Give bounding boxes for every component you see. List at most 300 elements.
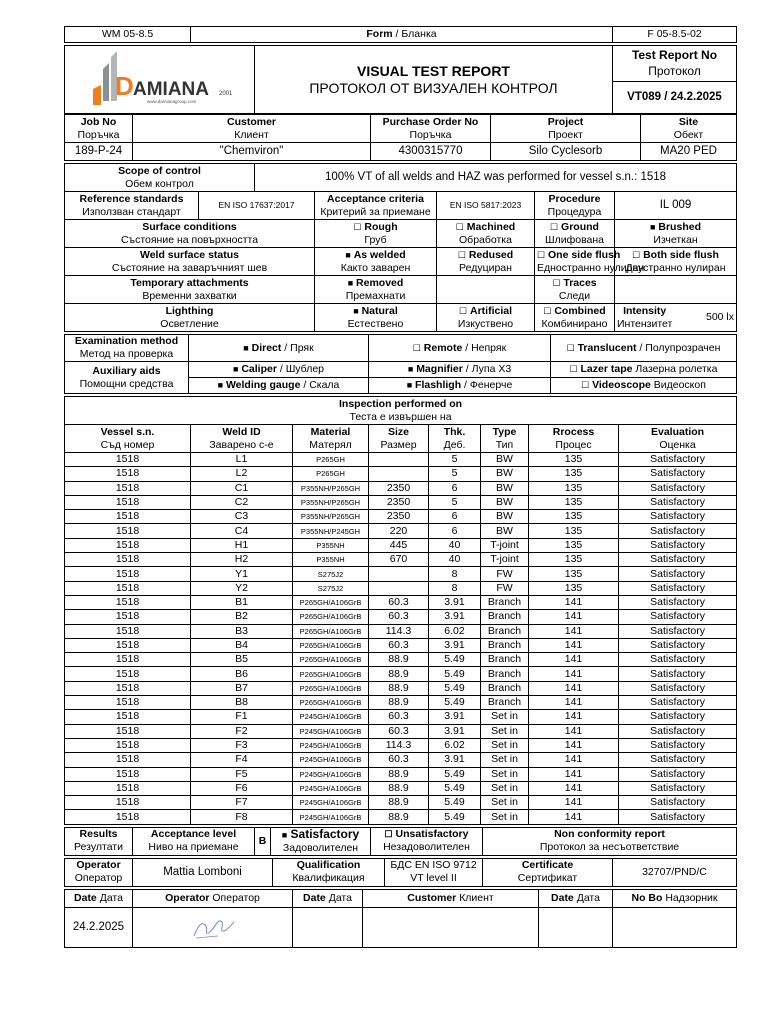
table-cell: F7: [191, 796, 293, 810]
surface-label: Surface conditions Състояние на повърхността: [65, 220, 315, 248]
table-row: [65, 781, 737, 795]
customer-label: Customer Клиент: [133, 115, 371, 143]
table-cell: Satisfactory: [619, 810, 737, 824]
doc-code-right: F 05-8.5-02: [613, 27, 737, 43]
table-cell: 5: [429, 467, 481, 481]
weld-surface-option-as-welded[interactable]: ■ As welded Както заварен: [315, 248, 437, 276]
job-no-value: 189-P-24: [65, 143, 133, 161]
table-cell: P265GH/A106GrB: [293, 595, 369, 609]
table-row: [65, 624, 737, 638]
ref-standards-value: EN ISO 17637:2017: [199, 192, 315, 220]
acceptance-level-value: B: [255, 827, 271, 855]
table-row: [65, 710, 737, 724]
table-cell: Satisfactory: [619, 581, 737, 595]
table-cell: 5.49: [429, 653, 481, 667]
ref-standards-label: Reference standards Използван стандарт: [65, 192, 199, 220]
aux-aids-label: Auxiliary aids Помощни средства: [65, 362, 189, 394]
table-cell: Branch: [481, 653, 529, 667]
table-cell: P265GH/A106GrB: [293, 681, 369, 695]
table-cell: P265GH/A106GrB: [293, 696, 369, 710]
table-cell: P355NH/P245GH: [293, 524, 369, 538]
table-row: [65, 467, 737, 481]
table-cell: S275J2: [293, 567, 369, 581]
table-cell: B8: [191, 696, 293, 710]
result-unsatisfactory[interactable]: ☐ Unsatisfactory Незадоволителен: [371, 827, 483, 855]
table-cell: L1: [191, 453, 293, 467]
table-cell: P245GH/A106GrB: [293, 710, 369, 724]
table-cell: BW: [481, 481, 529, 495]
table-row: [65, 796, 737, 810]
surface-option-machined[interactable]: ☐ Machined Обработка: [437, 220, 535, 248]
table-row: [65, 581, 737, 595]
table-cell: Satisfactory: [619, 667, 737, 681]
table-cell: 135: [529, 553, 619, 567]
svg-text:www.damianagroup.com: www.damianagroup.com: [146, 98, 196, 104]
inspection-col-header: Evaluation Оценка: [619, 425, 737, 453]
table-cell: 1518: [65, 524, 191, 538]
table-cell: [369, 567, 429, 581]
table-cell: 1518: [65, 453, 191, 467]
temp-empty-cell: [437, 276, 535, 304]
table-cell: 1518: [65, 624, 191, 638]
table-cell: 135: [529, 453, 619, 467]
table-cell: 135: [529, 481, 619, 495]
aux-option-welding-gauge[interactable]: ■ Welding gauge / Скала: [189, 378, 369, 394]
table-row: [65, 524, 737, 538]
table-cell: 88.9: [369, 696, 429, 710]
table-cell: 1518: [65, 710, 191, 724]
table-cell: P265GH/A106GrB: [293, 638, 369, 652]
table-cell: FW: [481, 581, 529, 595]
certificate-label: Certificate Сертификат: [483, 858, 613, 886]
operator-block: [64, 858, 737, 887]
table-cell: 141: [529, 667, 619, 681]
sig-empty-4: [613, 907, 737, 947]
table-cell: Satisfactory: [619, 481, 737, 495]
doc-code-left: WM 05-8.5: [65, 27, 191, 43]
report-title-en: VISUAL TEST REPORT: [357, 62, 510, 79]
exam-option-translucent[interactable]: ☐ Translucent / Полупрозрачен: [551, 335, 737, 362]
aux-option-flashlight[interactable]: ■ Flashligh / Фенерче: [369, 378, 551, 394]
inspection-col-header: Type Тип: [481, 425, 529, 453]
table-cell: Branch: [481, 681, 529, 695]
table-cell: Branch: [481, 624, 529, 638]
operator-label: Operator Оператор: [65, 858, 133, 886]
table-cell: P355NH: [293, 553, 369, 567]
table-cell: Set in: [481, 753, 529, 767]
table-cell: F2: [191, 724, 293, 738]
exam-option-direct[interactable]: ■ Direct / Пряк: [189, 335, 369, 362]
sig-customer-label: Customer Клиент: [363, 889, 539, 907]
table-cell: 141: [529, 724, 619, 738]
lighting-option-combined[interactable]: ☐ Combined Комбинирано: [535, 304, 615, 332]
table-row: [65, 667, 737, 681]
table-cell: Satisfactory: [619, 624, 737, 638]
inspection-col-header: Size Размер: [369, 425, 429, 453]
table-row: [65, 553, 737, 567]
table-cell: 5.49: [429, 781, 481, 795]
table-cell: 3.91: [429, 610, 481, 624]
table-cell: Satisfactory: [619, 553, 737, 567]
table-row: [65, 495, 737, 509]
table-cell: 114.3: [369, 738, 429, 752]
table-cell: 1518: [65, 610, 191, 624]
table-cell: Satisfactory: [619, 724, 737, 738]
lighting-intensity: Intensity Интензитет 500 lx: [615, 304, 737, 332]
table-cell: 1518: [65, 595, 191, 609]
table-cell: Satisfactory: [619, 610, 737, 624]
table-cell: Satisfactory: [619, 653, 737, 667]
examination-block: [64, 334, 737, 394]
signature-icon: [188, 912, 238, 942]
table-cell: 5.49: [429, 810, 481, 824]
table-cell: 1518: [65, 796, 191, 810]
table-cell: 141: [529, 810, 619, 824]
table-cell: 5.49: [429, 696, 481, 710]
po-value: 4300315770: [371, 143, 491, 161]
table-cell: 1518: [65, 738, 191, 752]
table-cell: 1518: [65, 810, 191, 824]
table-cell: Set in: [481, 810, 529, 824]
table-row: [65, 724, 737, 738]
po-label: Purchase Order No Поръчка: [371, 115, 491, 143]
aux-option-magnifier[interactable]: ■ Magnifier / Лупа X3: [369, 362, 551, 378]
table-cell: 1518: [65, 753, 191, 767]
table-cell: Set in: [481, 738, 529, 752]
table-cell: 60.3: [369, 595, 429, 609]
table-row: [65, 453, 737, 467]
table-cell: Branch: [481, 696, 529, 710]
table-cell: 141: [529, 710, 619, 724]
table-cell: P355NH/P265GH: [293, 510, 369, 524]
table-cell: H2: [191, 553, 293, 567]
table-cell: 141: [529, 796, 619, 810]
table-cell: 6.02: [429, 624, 481, 638]
control-conditions: [64, 163, 737, 332]
intensity-value: 500 lx: [706, 311, 735, 323]
table-cell: Satisfactory: [619, 567, 737, 581]
table-cell: 135: [529, 495, 619, 509]
title-block: [64, 45, 737, 114]
results-label: Results Резултати: [65, 827, 133, 855]
table-cell: 1518: [65, 681, 191, 695]
table-cell: 40: [429, 538, 481, 552]
customer-value: "Chemviron": [133, 143, 371, 161]
procedure-label: Procedure Процедура: [535, 192, 615, 220]
temp-empty-cell-2: [615, 276, 737, 304]
table-cell: Satisfactory: [619, 767, 737, 781]
surface-option-ground[interactable]: ☐ Ground Шлифована: [535, 220, 615, 248]
table-cell: Y2: [191, 581, 293, 595]
table-cell: 60.3: [369, 710, 429, 724]
table-cell: 1518: [65, 553, 191, 567]
table-cell: 1518: [65, 724, 191, 738]
svg-text:2001: 2001: [218, 90, 232, 97]
table-cell: 220: [369, 524, 429, 538]
temp-option-traces[interactable]: ☐ Traces Следи: [535, 276, 615, 304]
job-info: [64, 114, 737, 161]
table-row: [65, 653, 737, 667]
table-cell: Set in: [481, 796, 529, 810]
table-cell: Satisfactory: [619, 453, 737, 467]
table-cell: Satisfactory: [619, 510, 737, 524]
aux-option-caliper[interactable]: ■ Caliper / Шублер: [189, 362, 369, 378]
table-cell: 135: [529, 567, 619, 581]
table-cell: F3: [191, 738, 293, 752]
qualification-label: Qualification Квалификация: [273, 858, 385, 886]
inspection-col-header: Material Матерял: [293, 425, 369, 453]
table-cell: B7: [191, 681, 293, 695]
table-cell: 1518: [65, 767, 191, 781]
table-cell: 3.91: [429, 753, 481, 767]
result-satisfactory[interactable]: ■ Satisfactory Задоволителен: [271, 827, 371, 855]
table-row: [65, 810, 737, 824]
table-cell: BW: [481, 510, 529, 524]
table-cell: Branch: [481, 667, 529, 681]
temp-attachments-label: Temporary attachments Временни захватки: [65, 276, 315, 304]
table-cell: B6: [191, 667, 293, 681]
table-cell: Satisfactory: [619, 595, 737, 609]
aux-option-videoscope[interactable]: ☐ Videoscope Видеоскоп: [551, 378, 737, 394]
table-cell: 88.9: [369, 767, 429, 781]
table-cell: 141: [529, 738, 619, 752]
report-no-label: Test Report No Протокол: [613, 46, 737, 82]
sig-date-label-2: Date Дата: [293, 889, 363, 907]
table-cell: 88.9: [369, 681, 429, 695]
table-cell: 8: [429, 581, 481, 595]
table-cell: P245GH/A106GrB: [293, 796, 369, 810]
certificate-value: 32707/PND/C: [613, 858, 737, 886]
table-cell: 60.3: [369, 753, 429, 767]
table-cell: F6: [191, 781, 293, 795]
table-cell: 60.3: [369, 724, 429, 738]
scope-label: Scope of control Обем контрол: [65, 164, 255, 192]
table-cell: T-joint: [481, 553, 529, 567]
table-cell: 2350: [369, 495, 429, 509]
table-cell: F5: [191, 767, 293, 781]
table-cell: 40: [429, 553, 481, 567]
table-cell: B3: [191, 624, 293, 638]
svg-text:D: D: [114, 70, 134, 101]
inspection-col-header: Thk. Деб.: [429, 425, 481, 453]
table-cell: Satisfactory: [619, 710, 737, 724]
table-cell: Branch: [481, 595, 529, 609]
table-cell: BW: [481, 524, 529, 538]
table-cell: 141: [529, 767, 619, 781]
report-title: [255, 46, 613, 114]
table-cell: 3.91: [429, 595, 481, 609]
table-cell: 141: [529, 595, 619, 609]
sig-date-value: 24.2.2025: [65, 907, 133, 947]
table-cell: 88.9: [369, 667, 429, 681]
form-label: Form / Бланка: [191, 27, 613, 43]
table-cell: 5.49: [429, 681, 481, 695]
table-cell: Set in: [481, 781, 529, 795]
table-row: [65, 610, 737, 624]
table-cell: 1518: [65, 667, 191, 681]
table-cell: 1518: [65, 481, 191, 495]
table-row: [65, 538, 737, 552]
weld-surface-option-redused[interactable]: ☐ Redused Редуциран: [437, 248, 535, 276]
temp-option-removed[interactable]: ■ Removed Премахнати: [315, 276, 437, 304]
table-cell: P245GH/A106GrB: [293, 738, 369, 752]
weld-surface-option-both-side[interactable]: ☐ Both side flush Двустранно нулиран: [615, 248, 737, 276]
lighting-option-natural[interactable]: ■ Natural Естествено: [315, 304, 437, 332]
table-cell: B1: [191, 595, 293, 609]
report-form: [64, 26, 736, 948]
table-cell: 3.91: [429, 638, 481, 652]
table-cell: P245GH/A106GrB: [293, 753, 369, 767]
surface-option-brushed[interactable]: ■ Brushed Изчеткан: [615, 220, 737, 248]
table-cell: Satisfactory: [619, 753, 737, 767]
signatures-block: [64, 889, 737, 948]
scope-text: 100% VT of all welds and HAZ was performed for vessel s.n.: 1518: [255, 164, 737, 192]
table-row: [65, 696, 737, 710]
non-conformity-report: Non conformity report Протокол за несъответствие: [483, 827, 737, 855]
table-cell: P265GH: [293, 453, 369, 467]
table-cell: 5: [429, 453, 481, 467]
surface-option-rough[interactable]: ☐ Rough Груб: [315, 220, 437, 248]
table-cell: P245GH/A106GrB: [293, 724, 369, 738]
table-cell: 141: [529, 681, 619, 695]
table-cell: 5: [429, 495, 481, 509]
sig-date-label-1: Date Дата: [65, 889, 133, 907]
table-cell: 135: [529, 510, 619, 524]
table-cell: 6: [429, 510, 481, 524]
site-value: MA20 PED: [641, 143, 737, 161]
form-header: [64, 26, 737, 43]
qualification-value: БДС EN ISO 9712 VT level II: [385, 858, 483, 886]
table-cell: P265GH/A106GrB: [293, 610, 369, 624]
lighting-option-artificial[interactable]: ☐ Artificial Изкуствено: [437, 304, 535, 332]
table-cell: F4: [191, 753, 293, 767]
table-cell: [369, 581, 429, 595]
sig-operator-label: Operator Оператор: [133, 889, 293, 907]
table-cell: 1518: [65, 581, 191, 595]
table-cell: P355NH: [293, 538, 369, 552]
exam-method-label: Examination method Метод на проверка: [65, 335, 189, 362]
acceptance-level-label: Acceptance level Ниво на приемане: [133, 827, 255, 855]
company-logo: [65, 46, 255, 114]
site-label: Site Обект: [641, 115, 737, 143]
table-cell: 114.3: [369, 624, 429, 638]
weld-surface-option-one-side[interactable]: ☐ One side flush Едностранно нулиран: [535, 248, 615, 276]
table-cell: 141: [529, 638, 619, 652]
table-cell: 5.49: [429, 796, 481, 810]
table-cell: 141: [529, 653, 619, 667]
table-cell: 1518: [65, 781, 191, 795]
table-cell: 3.91: [429, 724, 481, 738]
inspection-table: [64, 396, 737, 825]
sig-date-label-3: Date Дата: [539, 889, 613, 907]
project-label: Project Проект: [491, 115, 641, 143]
table-cell: 141: [529, 781, 619, 795]
operator-signature: [133, 907, 293, 947]
table-row: [65, 753, 737, 767]
sig-empty-2: [363, 907, 539, 947]
table-cell: Satisfactory: [619, 538, 737, 552]
procedure-value: IL 009: [615, 192, 737, 220]
table-cell: P245GH/A106GrB: [293, 810, 369, 824]
table-cell: 88.9: [369, 781, 429, 795]
table-cell: Satisfactory: [619, 524, 737, 538]
table-row: [65, 767, 737, 781]
table-cell: C1: [191, 481, 293, 495]
table-cell: 6.02: [429, 738, 481, 752]
table-cell: 141: [529, 696, 619, 710]
table-row: [65, 681, 737, 695]
table-cell: Satisfactory: [619, 638, 737, 652]
inspection-col-header: Weld ID Заварено с-е: [191, 425, 293, 453]
table-cell: 135: [529, 524, 619, 538]
table-cell: P245GH/A106GrB: [293, 767, 369, 781]
table-cell: P355NH/P265GH: [293, 481, 369, 495]
table-row: [65, 638, 737, 652]
table-cell: 1518: [65, 653, 191, 667]
acceptance-criteria-label: Acceptance criteria Критерий за приемане: [315, 192, 437, 220]
table-row: [65, 510, 737, 524]
table-cell: Set in: [481, 710, 529, 724]
inspection-header-row: [65, 425, 737, 453]
table-row: [65, 595, 737, 609]
table-cell: 5.49: [429, 767, 481, 781]
table-row: [65, 481, 737, 495]
table-cell: 60.3: [369, 610, 429, 624]
table-cell: [369, 467, 429, 481]
project-value: Silo Cyclesorb: [491, 143, 641, 161]
table-cell: 3.91: [429, 710, 481, 724]
inspection-body: [65, 453, 737, 825]
table-cell: Satisfactory: [619, 467, 737, 481]
table-cell: 1518: [65, 495, 191, 509]
table-cell: 1518: [65, 567, 191, 581]
table-cell: 2350: [369, 510, 429, 524]
table-cell: 60.3: [369, 638, 429, 652]
table-cell: 135: [529, 467, 619, 481]
table-cell: 5.49: [429, 667, 481, 681]
table-cell: H1: [191, 538, 293, 552]
table-cell: 1518: [65, 538, 191, 552]
table-cell: P265GH/A106GrB: [293, 667, 369, 681]
weld-surface-label: Weld surface status Състояние на заваръчният шев: [65, 248, 315, 276]
table-cell: Satisfactory: [619, 781, 737, 795]
table-cell: C4: [191, 524, 293, 538]
table-cell: P245GH/A106GrB: [293, 781, 369, 795]
table-cell: FW: [481, 567, 529, 581]
report-title-bg: ПРОТОКОЛ ОТ ВИЗУАЛЕН КОНТРОЛ: [309, 79, 558, 96]
table-cell: Satisfactory: [619, 696, 737, 710]
table-cell: F1: [191, 710, 293, 724]
table-cell: 8: [429, 567, 481, 581]
aux-option-lazer-tape[interactable]: ☐ Lazer tape Лазерна ролетка: [551, 362, 737, 378]
table-cell: 2350: [369, 481, 429, 495]
table-cell: 6: [429, 481, 481, 495]
table-cell: 670: [369, 553, 429, 567]
table-cell: Satisfactory: [619, 796, 737, 810]
inspection-title: Inspection performed on Теста е извършен на: [65, 397, 737, 425]
table-cell: 1518: [65, 467, 191, 481]
table-cell: Satisfactory: [619, 495, 737, 509]
table-cell: BW: [481, 467, 529, 481]
table-cell: 88.9: [369, 653, 429, 667]
table-cell: Set in: [481, 724, 529, 738]
table-cell: 135: [529, 581, 619, 595]
results-block: [64, 827, 737, 856]
exam-option-remote[interactable]: ☐ Remote / Непряк: [369, 335, 551, 362]
table-cell: BW: [481, 453, 529, 467]
table-cell: 135: [529, 538, 619, 552]
sig-nobo-label: No Bo Надзорник: [613, 889, 737, 907]
